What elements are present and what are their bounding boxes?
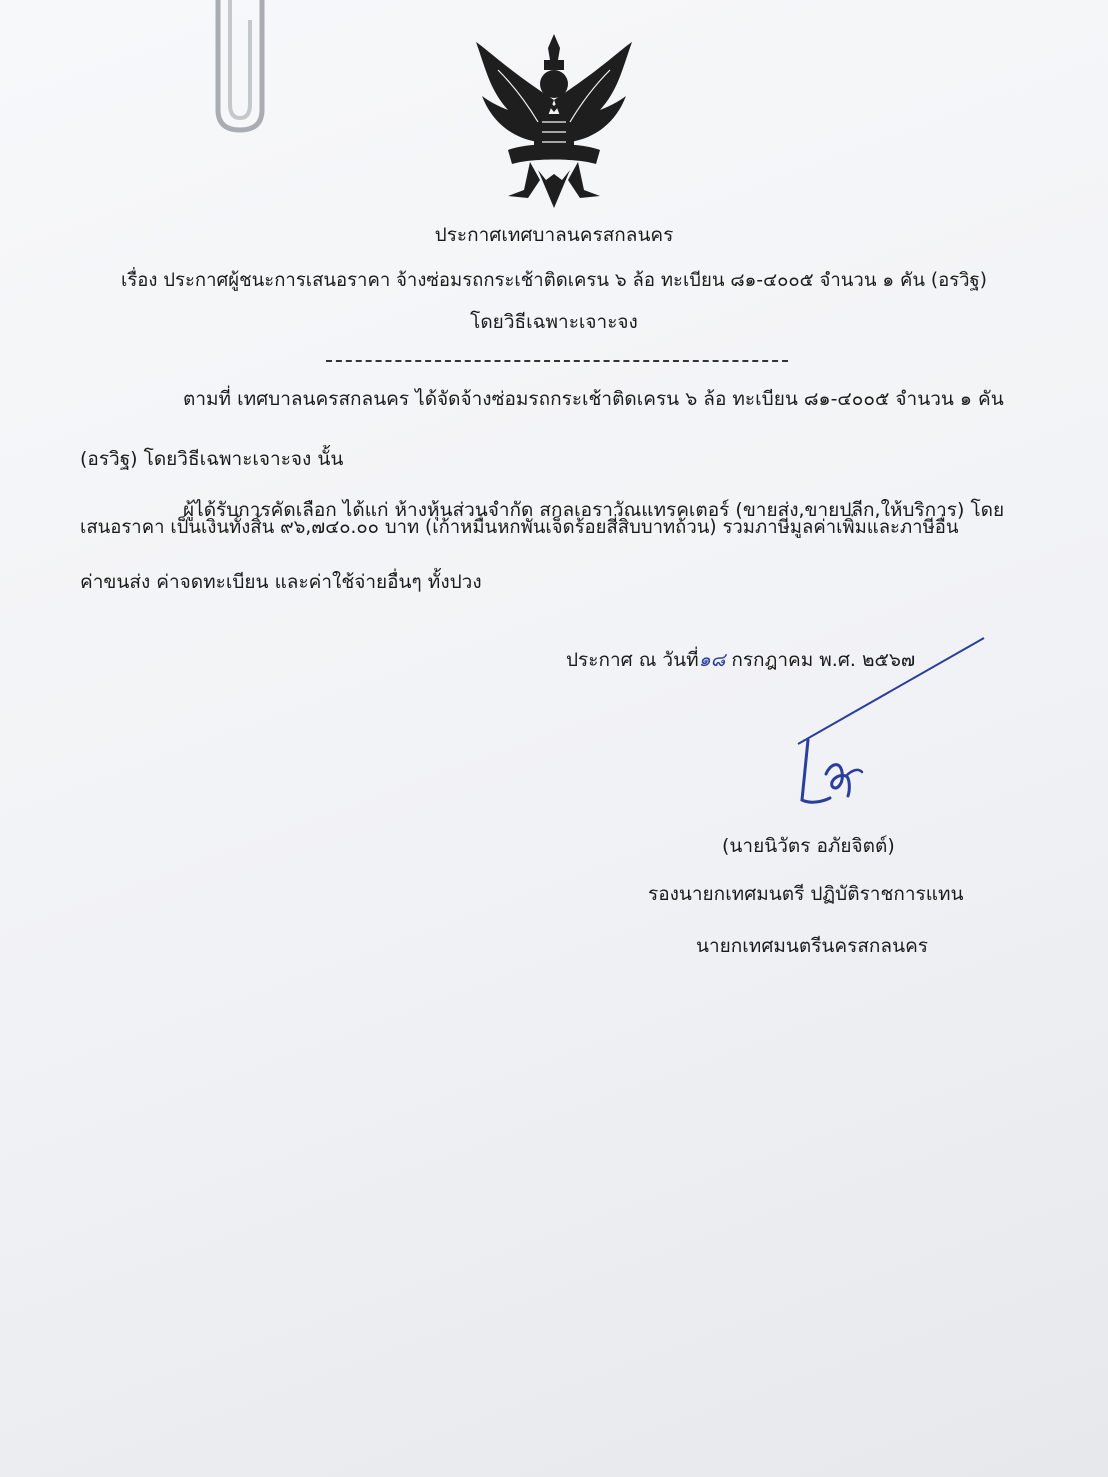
separator-line (326, 360, 788, 362)
paragraph1-line1: ตามที่ เทศบาลนครสกลนคร ได้จัดจ้างซ่อมรถกระเช้าติดเครน ๖ ล้อ ทะเบียน ๘๑-๔๐๐๕ จำนวน ๑ คัน (183, 388, 1004, 410)
handwritten-signature (786, 730, 876, 820)
paperclip-icon (200, 0, 280, 140)
signer-position-1: รองนายกเทศมนตรี ปฏิบัติราชการแทน (648, 883, 964, 905)
paragraph1-line2: (อรวิฐ) โดยวิธีเฉพาะเจาะจง นั้น (80, 448, 344, 470)
paragraph2-line3: ค่าขนส่ง ค่าจดทะเบียน และค่าใช้จ่ายอื่นๆ ทั้งปวง (80, 571, 482, 593)
date-rest: กรกฎาคม พ.ศ. ๒๕๖๗ (725, 649, 916, 671)
garuda-emblem-icon (468, 30, 640, 210)
procurement-method: โดยวิธีเฉพาะเจาะจง (470, 311, 638, 333)
date-day-handwritten: ๑๘ (698, 649, 726, 671)
paragraph2-line1: ผู้ได้รับการคัดเลือก ได้แก่ ห้างหุ้นส่วนจำกัด สกลเอราวัณแทรคเตอร์ (ขายส่ง,ขายปลีก,ให้บริการ) โดย (183, 499, 1005, 521)
document-title: ประกาศเทศบาลนครสกลนคร (434, 224, 674, 246)
date-prefix: ประกาศ ณ วันที่ (566, 649, 699, 671)
document-subject: เรื่อง ประกาศผู้ชนะการเสนอราคา จ้างซ่อมรถกระเช้าติดเครน ๖ ล้อ ทะเบียน ๘๑-๔๐๐๕ จำนวน ๑ คัน (อรวิฐ) (121, 270, 987, 291)
signer-name: (นายนิวัตร อภัยจิตต์) (722, 835, 895, 857)
paragraph2-line2: เสนอราคา เป็นเงินทั้งสิ้น ๙๖,๗๔๐.๐๐ บาท (เก้าหมื่นหกพันเจ็ดร้อยสี่สิบบาทถ้วน) รวมภาษีมูลค่าเพิ่มและภาษีอื่น (80, 517, 959, 538)
signer-position-2: นายกเทศมนตรีนครสกลนคร (696, 935, 928, 957)
